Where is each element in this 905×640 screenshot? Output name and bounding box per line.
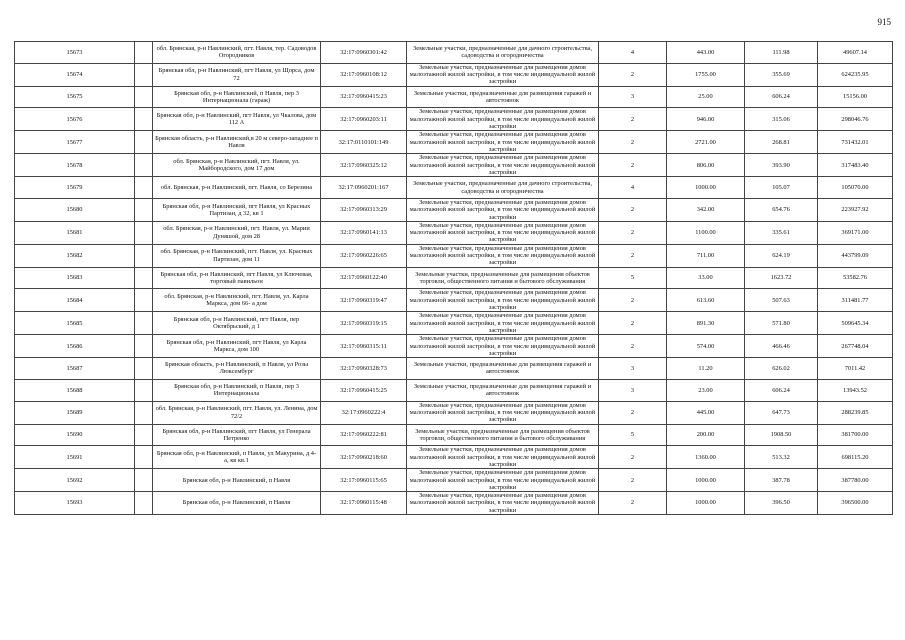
cadastral-number-cell: 32:17:0960325:12 <box>321 154 407 177</box>
gap-cell <box>135 198 153 221</box>
land-use-cell: Земельные участки, предназначенные для размещения объектов торговли, общественного питания и бытового обслуживания <box>407 424 599 446</box>
table-row <box>15 379 893 401</box>
cadastral-number-cell: 32:17:0960122:40 <box>321 267 407 289</box>
group-cell: 2 <box>599 154 667 177</box>
area-cell: 200.00 <box>667 424 745 446</box>
address-cell: Брянская обл, р-н Навлинский, пгт Навля, ул Ключевая, торговый павильон <box>153 267 321 289</box>
land-use-cell: Земельные участки, предназначенные для размещения домов малоэтажной жилой застройки, в том числе индивидуальной жилой застройки <box>407 446 599 469</box>
land-use-cell: Земельные участки, предназначенные для размещения домов малоэтажной жилой застройки, в том числе индивидуальной жилой застройки <box>407 401 599 424</box>
record-number: 15679 <box>15 177 135 199</box>
rate-cell: 647.73 <box>745 401 818 424</box>
cadastral-value-cell: 288239.85 <box>818 401 893 424</box>
land-use-cell: Земельные участки, предназначенные для размещения гаражей и автостоянок <box>407 86 599 108</box>
cadastral-number-cell: 32:17:0960315:11 <box>321 335 407 358</box>
rate-cell: 396.50 <box>745 492 818 515</box>
area-cell: 1360.00 <box>667 446 745 469</box>
record-number: 15680 <box>15 198 135 221</box>
cadastral-number-cell: 32:17:0960115:65 <box>321 469 407 492</box>
gap-cell <box>135 401 153 424</box>
group-cell: 3 <box>599 379 667 401</box>
table-row <box>15 335 893 358</box>
cadastral-number-cell: 32:17:0960115:48 <box>321 492 407 515</box>
group-cell: 2 <box>599 312 667 335</box>
address-cell: обл. Брянская, р-н Навлинский, пгт. Навля, тер. Садоводов Огородников <box>153 42 321 64</box>
address-cell: Брянская обл, р-н Навлинский, пгт Навля, ул Красных Партизан, д 32, кв 1 <box>153 198 321 221</box>
rate-cell: 606.24 <box>745 86 818 108</box>
record-number: 15685 <box>15 312 135 335</box>
area-cell: 2721.00 <box>667 131 745 154</box>
rate-cell: 624.19 <box>745 244 818 267</box>
table-row <box>15 108 893 131</box>
group-cell: 2 <box>599 469 667 492</box>
cadastral-value-cell: 15156.00 <box>818 86 893 108</box>
table-row <box>15 131 893 154</box>
group-cell: 5 <box>599 424 667 446</box>
address-cell: Брянская область, р-н Навлинский, п Навля, ул Розы Люксембург <box>153 358 321 380</box>
table-row <box>15 358 893 380</box>
cadastral-number-cell: 32:17:0960328:73 <box>321 358 407 380</box>
gap-cell <box>135 358 153 380</box>
area-cell: 1755.00 <box>667 63 745 86</box>
gap-cell <box>135 424 153 446</box>
land-use-cell: Земельные участки, предназначенные для размещения домов малоэтажной жилой застройки, в том числе индивидуальной жилой застройки <box>407 221 599 244</box>
land-use-cell: Земельные участки, предназначенные для размещения гаражей и автостоянок <box>407 379 599 401</box>
land-use-cell: Земельные участки, предназначенные для размещения домов малоэтажной жилой застройки, в том числе индивидуальной жилой застройки <box>407 198 599 221</box>
land-use-cell: Земельные участки, предназначенные для размещения домов малоэтажной жилой застройки, в том числе индивидуальной жилой застройки <box>407 289 599 312</box>
land-use-cell: Земельные участки, предназначенные для размещения домов малоэтажной жилой застройки, в том числе индивидуальной жилой застройки <box>407 154 599 177</box>
gap-cell <box>135 469 153 492</box>
cadastral-value-cell: 624235.95 <box>818 63 893 86</box>
group-cell: 2 <box>599 198 667 221</box>
table-row <box>15 424 893 446</box>
table-row <box>15 267 893 289</box>
gap-cell <box>135 289 153 312</box>
cadastral-number-cell: 32:17:0960203:11 <box>321 108 407 131</box>
address-cell: обл. Брянская, р-н Навлинский, пгт. Навля, со Березина <box>153 177 321 199</box>
rate-cell: 571.80 <box>745 312 818 335</box>
gap-cell <box>135 108 153 131</box>
table-row <box>15 492 893 515</box>
land-use-cell: Земельные участки, предназначенные для дачного строительства, садоводства и огородничества <box>407 177 599 199</box>
cadastral-number-cell: 32:17:0960415:25 <box>321 379 407 401</box>
cadastral-number-cell: 32:17:0960108:12 <box>321 63 407 86</box>
cadastral-number-cell: 32:17:0960222:81 <box>321 424 407 446</box>
group-cell: 5 <box>599 267 667 289</box>
land-use-cell: Земельные участки, предназначенные для размещения домов малоэтажной жилой застройки, в том числе индивидуальной жилой застройки <box>407 108 599 131</box>
land-use-cell: Земельные участки, предназначенные для дачного строительства, садоводства и огородничества <box>407 42 599 64</box>
gap-cell <box>135 267 153 289</box>
record-number: 15686 <box>15 335 135 358</box>
rate-cell: 654.76 <box>745 198 818 221</box>
area-cell: 33.00 <box>667 267 745 289</box>
table-row <box>15 312 893 335</box>
land-use-cell: Земельные участки, предназначенные для размещения домов малоэтажной жилой застройки, в том числе индивидуальной жилой застройки <box>407 469 599 492</box>
gap-cell <box>135 177 153 199</box>
gap-cell <box>135 86 153 108</box>
address-cell: Брянская обл, р-н Навлинский, пгт Навля, ул Карла Маркса, дом 100 <box>153 335 321 358</box>
area-cell: 1000.00 <box>667 177 745 199</box>
rate-cell: 393.90 <box>745 154 818 177</box>
area-cell: 946.00 <box>667 108 745 131</box>
address-cell: Брянская обл, р-н Навлинский, п Навля, ул Макурина, д 4-а, кв кв.1 <box>153 446 321 469</box>
record-number: 15684 <box>15 289 135 312</box>
group-cell: 2 <box>599 289 667 312</box>
rate-cell: 507.63 <box>745 289 818 312</box>
area-cell: 891.30 <box>667 312 745 335</box>
address-cell: Брянская обл, р-н Навлинский, п Навля, пер 3 Интернационала (гараж) <box>153 86 321 108</box>
cadastral-value-cell: 369171.00 <box>818 221 893 244</box>
area-cell: 11.20 <box>667 358 745 380</box>
gap-cell <box>135 446 153 469</box>
land-use-cell: Земельные участки, предназначенные для размещения домов малоэтажной жилой застройки, в том числе индивидуальной жилой застройки <box>407 335 599 358</box>
record-number: 15683 <box>15 267 135 289</box>
cadastral-value-cell: 443799.09 <box>818 244 893 267</box>
record-number: 15689 <box>15 401 135 424</box>
cadastral-value-cell: 731432.01 <box>818 131 893 154</box>
rate-cell: 355.69 <box>745 63 818 86</box>
address-cell: обл. Брянская, р-н Навлинский, пгт. Навля, ул. Майбородского, дом 17 дом <box>153 154 321 177</box>
record-number: 15687 <box>15 358 135 380</box>
land-use-cell: Земельные участки, предназначенные для размещения домов малоэтажной жилой застройки, в том числе индивидуальной жилой застройки <box>407 131 599 154</box>
record-number: 15691 <box>15 446 135 469</box>
group-cell: 2 <box>599 108 667 131</box>
group-cell: 4 <box>599 177 667 199</box>
land-use-cell: Земельные участки, предназначенные для размещения домов малоэтажной жилой застройки, в том числе индивидуальной жилой застройки <box>407 492 599 515</box>
gap-cell <box>135 63 153 86</box>
land-registry-table <box>14 41 893 515</box>
cadastral-number-cell: 32:17:0960226:65 <box>321 244 407 267</box>
rate-cell: 606.24 <box>745 379 818 401</box>
cadastral-value-cell: 49607.14 <box>818 42 893 64</box>
cadastral-number-cell: 32:17:0110101:149 <box>321 131 407 154</box>
gap-cell <box>135 131 153 154</box>
cadastral-number-cell: 32:17:0960319:15 <box>321 312 407 335</box>
table-row <box>15 198 893 221</box>
cadastral-number-cell: 32:17:0960301:42 <box>321 42 407 64</box>
record-number: 15693 <box>15 492 135 515</box>
cadastral-number-cell: 32:17:0960319:47 <box>321 289 407 312</box>
record-number: 15674 <box>15 63 135 86</box>
cadastral-value-cell: 381700.00 <box>818 424 893 446</box>
cadastral-number-cell: 32:17:0960201:167 <box>321 177 407 199</box>
land-use-cell: Земельные участки, предназначенные для размещения гаражей и автостоянок <box>407 358 599 380</box>
record-number: 15692 <box>15 469 135 492</box>
address-cell: Брянская обл, р-н Навлинский, пгт Навля, пер Октябрьский, д 1 <box>153 312 321 335</box>
cadastral-value-cell: 105070.00 <box>818 177 893 199</box>
group-cell: 3 <box>599 86 667 108</box>
area-cell: 445.00 <box>667 401 745 424</box>
area-cell: 443.00 <box>667 42 745 64</box>
record-number: 15676 <box>15 108 135 131</box>
group-cell: 2 <box>599 63 667 86</box>
cadastral-value-cell: 698115.20 <box>818 446 893 469</box>
table-row <box>15 289 893 312</box>
cadastral-value-cell: 387780.00 <box>818 469 893 492</box>
table-row <box>15 401 893 424</box>
rate-cell: 105.07 <box>745 177 818 199</box>
cadastral-value-cell: 53582.76 <box>818 267 893 289</box>
table-row <box>15 177 893 199</box>
gap-cell <box>135 154 153 177</box>
table-row <box>15 63 893 86</box>
cadastral-value-cell: 396500.00 <box>818 492 893 515</box>
gap-cell <box>135 379 153 401</box>
rate-cell: 1623.72 <box>745 267 818 289</box>
area-cell: 711.00 <box>667 244 745 267</box>
cadastral-value-cell: 317483.40 <box>818 154 893 177</box>
address-cell: обл. Брянская, р-н Навлинский, пгт. Навля, ул. Карла Маркса, дом 66- а дом <box>153 289 321 312</box>
rate-cell: 466.46 <box>745 335 818 358</box>
rate-cell: 315.06 <box>745 108 818 131</box>
record-number: 15688 <box>15 379 135 401</box>
record-number: 15677 <box>15 131 135 154</box>
area-cell: 1000.00 <box>667 469 745 492</box>
cadastral-value-cell: 13943.52 <box>818 379 893 401</box>
rate-cell: 626.02 <box>745 358 818 380</box>
gap-cell <box>135 221 153 244</box>
table-row <box>15 221 893 244</box>
rate-cell: 513.32 <box>745 446 818 469</box>
record-number: 15675 <box>15 86 135 108</box>
cadastral-value-cell: 223927.92 <box>818 198 893 221</box>
table-row <box>15 446 893 469</box>
rate-cell: 111.98 <box>745 42 818 64</box>
land-use-cell: Земельные участки, предназначенные для размещения объектов торговли, общественного питания и бытового обслуживания <box>407 267 599 289</box>
rate-cell: 1908.50 <box>745 424 818 446</box>
group-cell: 2 <box>599 401 667 424</box>
page-number: 915 <box>877 17 891 27</box>
table-row <box>15 154 893 177</box>
group-cell: 3 <box>599 358 667 380</box>
cadastral-value-cell: 267748.04 <box>818 335 893 358</box>
address-cell: обл. Брянская, р-н Навлинский, пгт. Навля, ул. Красных Партизан, дом 11 <box>153 244 321 267</box>
rate-cell: 335.61 <box>745 221 818 244</box>
table-row <box>15 244 893 267</box>
cadastral-value-cell: 7011.42 <box>818 358 893 380</box>
group-cell: 2 <box>599 244 667 267</box>
table-body <box>15 42 893 515</box>
area-cell: 342.00 <box>667 198 745 221</box>
cadastral-value-cell: 298046.76 <box>818 108 893 131</box>
gap-cell <box>135 312 153 335</box>
gap-cell <box>135 492 153 515</box>
address-cell: Брянская обл, р-н Навлинский, пгт Навля, ул Чкалова, дом 112 А <box>153 108 321 131</box>
group-cell: 2 <box>599 335 667 358</box>
table-row <box>15 86 893 108</box>
record-number: 15690 <box>15 424 135 446</box>
group-cell: 2 <box>599 221 667 244</box>
cadastral-value-cell: 509645.34 <box>818 312 893 335</box>
record-number: 15678 <box>15 154 135 177</box>
table-row <box>15 469 893 492</box>
address-cell: обл. Брянская, р-н Навлинский, пгт. Навля, ул. Марии Дуняшой, дом 28 <box>153 221 321 244</box>
area-cell: 1000.00 <box>667 492 745 515</box>
address-cell: Брянская обл, р-н Навлинский, пгт Навля, ул Генерала Петренко <box>153 424 321 446</box>
area-cell: 1100.00 <box>667 221 745 244</box>
rate-cell: 387.78 <box>745 469 818 492</box>
address-cell: Брянская обл, р-н Навлинский, п Навля, пер 3 Интернационала <box>153 379 321 401</box>
area-cell: 613.60 <box>667 289 745 312</box>
record-number: 15673 <box>15 42 135 64</box>
gap-cell <box>135 335 153 358</box>
area-cell: 25.00 <box>667 86 745 108</box>
table-row <box>15 42 893 64</box>
group-cell: 2 <box>599 446 667 469</box>
rate-cell: 268.81 <box>745 131 818 154</box>
gap-cell <box>135 244 153 267</box>
address-cell: Брянская обл, р-н Навлинский, п Навля <box>153 469 321 492</box>
address-cell: обл. Брянская, р-н Навлинский, пгт. Навля, ул. Ленина, дом 72/2 <box>153 401 321 424</box>
address-cell: Брянская обл, р-н Навлинский, пгт Навля, ул Щорса, дом 72 <box>153 63 321 86</box>
record-number: 15682 <box>15 244 135 267</box>
cadastral-number-cell: 32:17:0960141:13 <box>321 221 407 244</box>
cadastral-number-cell: 32:17:0960222:4 <box>321 401 407 424</box>
cadastral-number-cell: 32:17:0960313:29 <box>321 198 407 221</box>
area-cell: 574.00 <box>667 335 745 358</box>
area-cell: 806.00 <box>667 154 745 177</box>
land-use-cell: Земельные участки, предназначенные для размещения домов малоэтажной жилой застройки, в том числе индивидуальной жилой застройки <box>407 312 599 335</box>
gap-cell <box>135 42 153 64</box>
group-cell: 4 <box>599 42 667 64</box>
record-number: 15681 <box>15 221 135 244</box>
land-use-cell: Земельные участки, предназначенные для размещения домов малоэтажной жилой застройки, в том числе индивидуальной жилой застройки <box>407 63 599 86</box>
address-cell: Брянская обл, р-н Навлинский, п Навля <box>153 492 321 515</box>
cadastral-number-cell: 32:17:0960218:60 <box>321 446 407 469</box>
group-cell: 2 <box>599 131 667 154</box>
group-cell: 2 <box>599 492 667 515</box>
address-cell: Брянская область, р-н Навлинский,в 20 м северо-западнее п Навля <box>153 131 321 154</box>
cadastral-number-cell: 32:17:0960415:23 <box>321 86 407 108</box>
land-use-cell: Земельные участки, предназначенные для размещения домов малоэтажной жилой застройки, в том числе индивидуальной жилой застройки <box>407 244 599 267</box>
area-cell: 23.00 <box>667 379 745 401</box>
cadastral-value-cell: 311481.77 <box>818 289 893 312</box>
